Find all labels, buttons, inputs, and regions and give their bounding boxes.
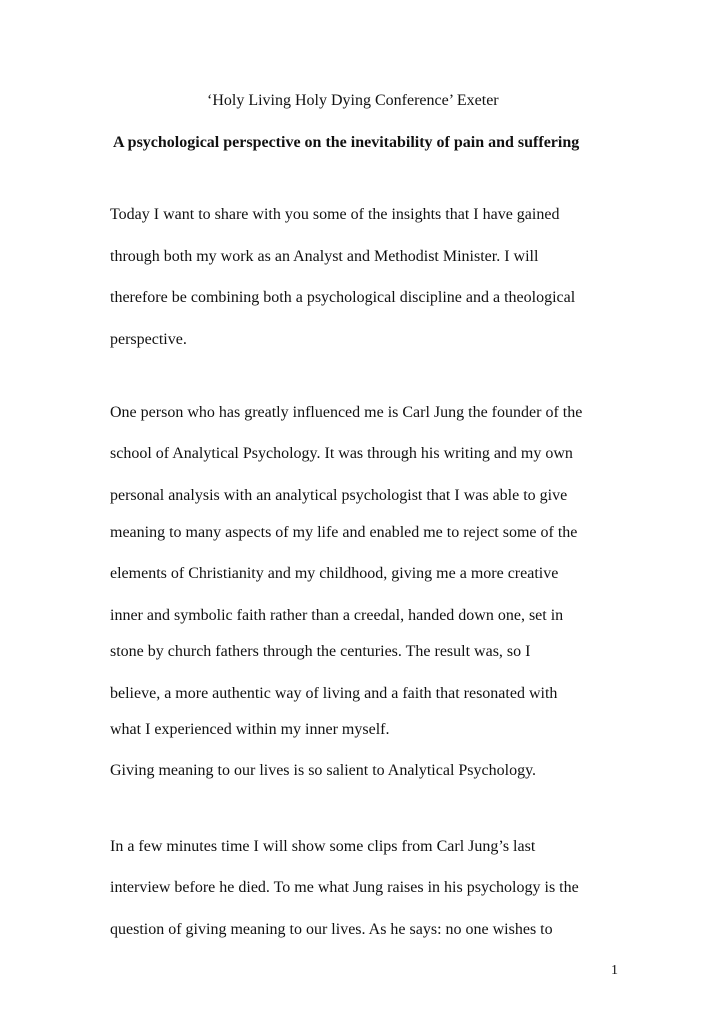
body-line: meaning to many aspects of my life and enabled me to reject some of the: [110, 524, 578, 541]
body-line: elements of Christianity and my childhood, giving me a more creative: [110, 565, 559, 582]
body-line: stone by church fathers through the centuries. The result was, so I: [110, 643, 531, 660]
page-number: 1: [611, 963, 618, 978]
body-line: One person who has greatly influenced me is Carl Jung the founder of the: [110, 404, 583, 421]
conference-title: ‘Holy Living Holy Dying Conference’ Exeter: [207, 92, 499, 109]
body-line: In a few minutes time I will show some clips from Carl Jung’s last: [110, 838, 536, 855]
body-line: personal analysis with an analytical psychologist that I was able to give: [110, 487, 568, 504]
body-line: school of Analytical Psychology. It was through his writing and my own: [110, 445, 573, 462]
body-line: perspective.: [110, 331, 187, 348]
body-line: what I experienced within my inner myself.: [110, 721, 390, 738]
body-line: inner and symbolic faith rather than a creedal, handed down one, set in: [110, 607, 564, 624]
body-line: Today I want to share with you some of the insights that I have gained: [110, 206, 560, 223]
body-line: therefore be combining both a psychological discipline and a theological: [110, 289, 576, 306]
body-line: believe, a more authentic way of living and a faith that resonated with: [110, 685, 558, 702]
body-line: through both my work as an Analyst and Methodist Minister. I will: [110, 248, 539, 265]
body-line: question of giving meaning to our lives. As he says: no one wishes to: [110, 921, 553, 938]
body-line: Giving meaning to our lives is so salient to Analytical Psychology.: [110, 762, 537, 779]
paper-title: A psychological perspective on the inevitability of pain and suffering: [113, 134, 580, 151]
body-line: interview before he died. To me what Jung raises in his psychology is the: [110, 879, 579, 896]
